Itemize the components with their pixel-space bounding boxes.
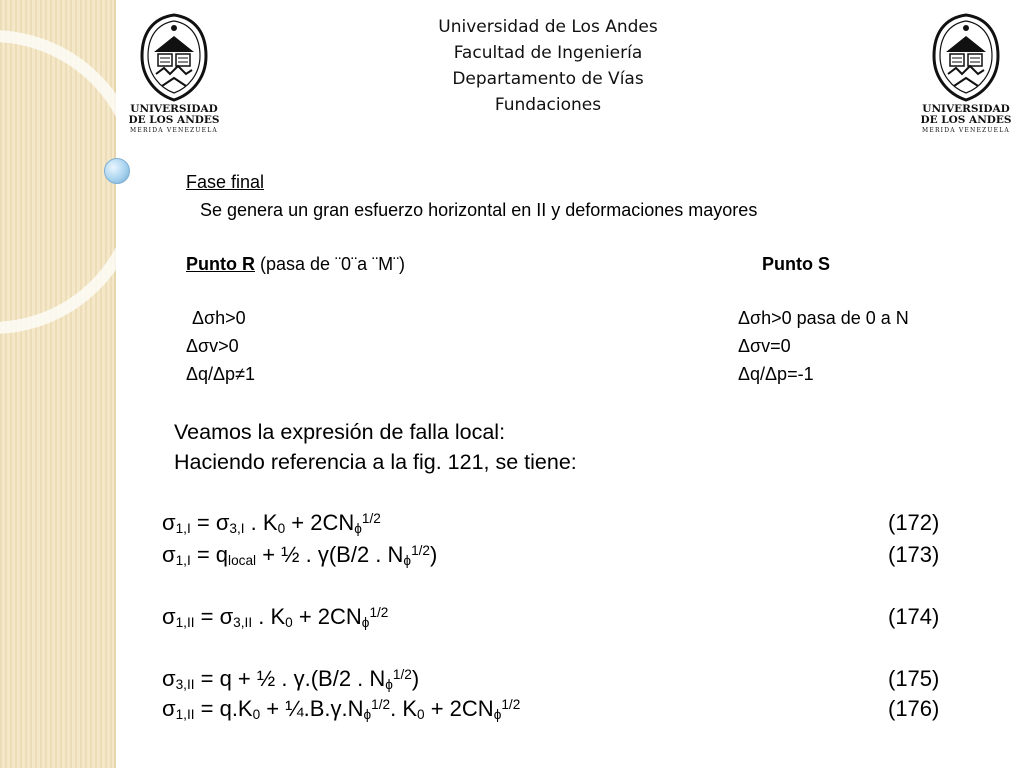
punto-r-line2: Δσv>0 bbox=[186, 336, 239, 356]
punto-s-title: Punto S bbox=[762, 254, 830, 274]
equation-176 bbox=[162, 696, 520, 722]
punto-r-heading bbox=[186, 254, 405, 275]
phase-title: Fase final bbox=[186, 172, 265, 192]
equation-number-176: (176) bbox=[888, 696, 940, 721]
equation-superscript: 1/2 bbox=[392, 667, 412, 682]
header-course: Fundaciones bbox=[494, 95, 602, 115]
equation-superscript: 1/2 bbox=[501, 697, 521, 712]
logo-name-line2: DE LOS ANDES bbox=[920, 114, 1012, 126]
equation-term: = bbox=[190, 510, 216, 535]
equation-term: + 2CN bbox=[292, 604, 362, 629]
equation-subscript: 1,I bbox=[175, 521, 191, 536]
equation-term: . K bbox=[244, 510, 278, 535]
university-seal-icon bbox=[134, 12, 214, 104]
equation-term: γ bbox=[293, 666, 305, 691]
logo-name-line2: DE LOS ANDES bbox=[128, 114, 220, 126]
equation-term: . K bbox=[390, 696, 418, 721]
equation-term: σ bbox=[215, 510, 230, 535]
document-header bbox=[348, 14, 748, 118]
equation-term: ) bbox=[430, 542, 438, 567]
equation-superscript: 1/2 bbox=[411, 543, 431, 558]
equation-term: γ bbox=[317, 542, 329, 567]
equation-subscript: 0 bbox=[417, 707, 425, 722]
equation-term: + 2CN bbox=[285, 510, 355, 535]
equation-term: .N bbox=[341, 696, 364, 721]
equation-subscript: ϕ bbox=[361, 615, 370, 630]
equation-172 bbox=[162, 510, 381, 536]
logo-name-line1: UNIVERSIDAD bbox=[130, 103, 218, 115]
equation-term: σ bbox=[162, 666, 176, 691]
punto-r-line3: Δq/Δp≠1 bbox=[186, 364, 255, 384]
punto-s-line1: Δσh>0 pasa de 0 a N bbox=[738, 308, 909, 328]
equation-number-173: (173) bbox=[888, 542, 940, 567]
equation-subscript: 3,II bbox=[233, 615, 253, 630]
equation-subscript: ϕ bbox=[354, 521, 362, 536]
header-university: Universidad de Los Andes bbox=[438, 17, 658, 37]
equation-number-175: (175) bbox=[888, 666, 940, 691]
equation-subscript: 3,I bbox=[229, 521, 245, 536]
equation-term: σ bbox=[219, 604, 234, 629]
equation-term: σ bbox=[162, 510, 176, 535]
equation-term: (B/2 . N bbox=[328, 542, 404, 567]
equation-subscript: 3,II bbox=[175, 677, 195, 692]
equation-subscript: ϕ bbox=[385, 677, 393, 692]
equation-173 bbox=[162, 542, 437, 568]
equation-subscript: 0 bbox=[252, 707, 261, 722]
equation-subscript: 0 bbox=[285, 615, 293, 630]
equation-number-174: (174) bbox=[888, 604, 940, 629]
equation-term: σ bbox=[162, 696, 176, 721]
intro-line2: Haciendo referencia a la fig. 121, se tiene: bbox=[174, 450, 577, 474]
punto-r-note: (pasa de ¨0¨a ¨M¨) bbox=[260, 254, 406, 274]
equation-term: + 2CN bbox=[424, 696, 494, 721]
logo-city: MERIDA VENEZUELA bbox=[130, 127, 218, 134]
equation-term: = bbox=[194, 604, 220, 629]
logo-city: MERIDA VENEZUELA bbox=[922, 127, 1010, 134]
header-faculty: Facultad de Ingeniería bbox=[453, 43, 643, 63]
logo-name-line1: UNIVERSIDAD bbox=[922, 103, 1010, 115]
equation-subscript: 1,II bbox=[175, 707, 195, 722]
punto-r-line1: Δσh>0 bbox=[192, 308, 246, 328]
punto-r-title: Punto R bbox=[186, 254, 255, 274]
equation-term: γ bbox=[330, 696, 342, 721]
equation-subscript: ϕ bbox=[403, 553, 412, 568]
equation-term: + ¼.B. bbox=[260, 696, 331, 721]
university-logo-left bbox=[128, 12, 220, 134]
equation-term: . K bbox=[252, 604, 286, 629]
punto-s-line3: Δq/Δp=-1 bbox=[738, 364, 814, 384]
equation-superscript: 1/2 bbox=[371, 697, 391, 712]
equation-term: = q.K bbox=[194, 696, 253, 721]
equation-subscript: ϕ bbox=[493, 707, 502, 722]
equation-term: σ bbox=[162, 542, 176, 567]
punto-s-line2: Δσv=0 bbox=[738, 336, 791, 356]
university-seal-icon bbox=[926, 12, 1006, 104]
equation-term: = q bbox=[190, 542, 229, 567]
university-logo-right bbox=[920, 12, 1012, 134]
equation-subscript: ϕ bbox=[363, 707, 372, 722]
equation-subscript: 1,II bbox=[175, 615, 195, 630]
header-department: Departamento de Vías bbox=[452, 69, 644, 89]
equation-number-172: (172) bbox=[888, 510, 940, 535]
equation-subscript: 0 bbox=[277, 521, 286, 536]
equation-term: .(B/2 . N bbox=[304, 666, 386, 691]
decorative-bubble bbox=[104, 158, 130, 184]
equation-term: ) bbox=[411, 666, 420, 691]
equation-subscript: local bbox=[228, 553, 257, 568]
equation-superscript: 1/2 bbox=[361, 511, 381, 526]
equation-term: σ bbox=[162, 604, 176, 629]
equation-subscript: 1,I bbox=[175, 553, 191, 568]
equation-174 bbox=[162, 604, 388, 630]
equation-term: + ½ . bbox=[256, 542, 318, 567]
intro-line1: Veamos la expresión de falla local: bbox=[174, 420, 506, 444]
equation-term: = q + ½ . bbox=[194, 666, 294, 691]
phase-description: Se genera un gran esfuerzo horizontal en II y deformaciones mayores bbox=[200, 200, 758, 220]
equation-superscript: 1/2 bbox=[369, 605, 389, 620]
equation-175 bbox=[162, 666, 419, 692]
